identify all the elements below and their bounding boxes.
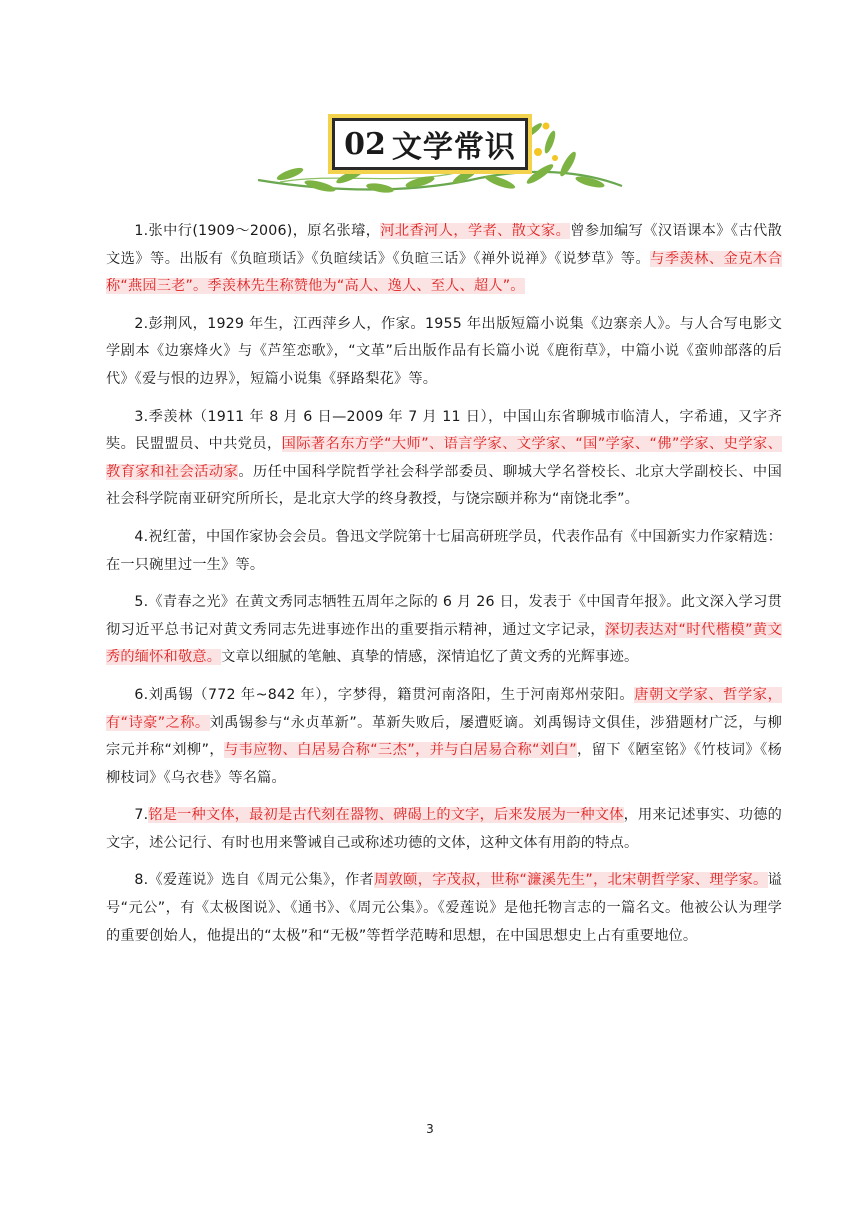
paragraph-text: 谥号“元公”，有《太极图说》、《通书》、《周元公集》。《爱莲说》是他托物言志的一篇名文。他被公认为理学的重要创始人，他提出的“太极”和“无极”等哲学范畴和思想，在中国思想史上占有重要地位。 [106,872,782,944]
paragraph-text: 文章以细腻的笔触、真挚的情感，深情追忆了黄文秀的光辉事迹。 [221,649,639,666]
highlighted-text: 河北香河人，学者、散文家。 [380,223,571,239]
paragraph-text: 7. [134,807,149,824]
document-body [106,218,782,960]
paragraph-text: 刘禹锡参与“永贞革新”。革新失败后，屡遭贬谪。刘禹锡诗文俱佳，涉猎题材广泛，与柳宗元并称“刘柳”， [106,714,782,759]
highlighted-text: 铭是一种文体，最初是古代刻在器物、碑碣上的文字，后来发展为一种文体 [148,807,624,824]
highlighted-text: 国际著名东方学“大师”、语言学家、文学家、“国”学家、“佛”学家、史学家、教育家和社会活动家 [106,436,782,480]
section-title: 文学常识 [391,130,516,165]
paragraph-text: ，用来记述事实、功德的文字，述公记行、有时也用来警诫自己或称述功德的文体，这种文体有用韵的特点。 [106,807,782,851]
section-number: 02 [344,126,386,162]
highlighted-text: 深切表达对“时代楷模”黄文秀的缅怀和敬意。 [106,621,782,666]
highlighted-text: 与季羡林、金克木合称“燕园三老”。季羡林先生称赞他为“高人、逸人、至人、超人”。 [106,250,782,295]
highlighted-text: 周敦颐，字茂叔，世称“濂溪先生”，北宋朝哲学家、理学家。 [374,872,768,889]
paragraph-3 [106,404,782,514]
paragraph-text: 5.《青春之光》在黄文秀同志牺牲五周年之际的 6 月 26 日，发表于《中国青年报》。此文深入学习贯彻习近平总书记对黄文秀同志先进事迹作出的重要指示精神，通过文字记录， [106,594,782,638]
paragraph-text: 8.《爱莲说》选自《周元公集》，作者 [134,872,375,889]
paragraph-2 [106,311,782,394]
section-header [250,112,630,198]
paragraph-text: ，留下《陋室铭》《竹枝词》《杨柳枝词》《乌衣巷》等名篇。 [106,742,782,786]
paragraph-1 [106,218,782,301]
paragraph-4 [106,524,782,579]
paragraph-text: 3.季羡林（1911 年 8 月 6 日—2009 年 7 月 11 日），中国山东省聊城市临清人，字希逋，又字齐奘。民盟盟员、中共党员， [106,408,782,453]
paragraph-text: 。历任中国科学院哲学社会科学部委员、聊城大学名誉校长、北京大学副校长、中国社会科学院南亚研究所所长，是北京大学的终身教授，与饶宗颐并称为“南饶北季”。 [106,463,782,508]
highlighted-text: 唐朝文学家、哲学家，有“诗豪”之称。 [106,686,782,731]
paragraph-text: 2.彭荆风，1929 年生，江西萍乡人，作家。1955 年出版短篇小说集《边寨亲人》。与人合写电影文学剧本《边寨烽火》与《芦笙恋歌》，“文革”后出版作品有长篇小说《鹿衔草》，中篇小说《蛮帅部落的后代》《爱与恨的边界》，短篇小说集《驿路梨花》等。 [106,315,782,387]
paragraph-text: 曾参加编写《汉语课本》《古代散文选》等。出版有《负暄琐话》《负暄续话》《负暄三话》《禅外说禅》《说梦草》等。 [106,223,782,267]
paragraph-6 [106,682,782,792]
paragraph-7 [106,802,782,857]
paragraph-5 [106,589,782,672]
paragraph-text: 6.刘禹锡（772 年~842 年），字梦得，籍贯河南洛阳，生于河南郑州荥阳。 [134,686,635,703]
paragraph-text: 1.张中行(1909～2006)，原名张璿， [134,223,381,239]
paragraph-text: 4.祝红蕾，中国作家协会会员。鲁迅文学院第十七届高研班学员，代表作品有《中国新实力作家精选：在一只碗里过一生》等。 [106,528,782,573]
section-title-box [332,118,528,170]
paragraph-8 [106,867,782,950]
highlighted-text: 与韦应物、白居易合称“三杰”，并与白居易合称“刘白” [223,742,577,759]
page-number: 3 [426,1122,434,1136]
